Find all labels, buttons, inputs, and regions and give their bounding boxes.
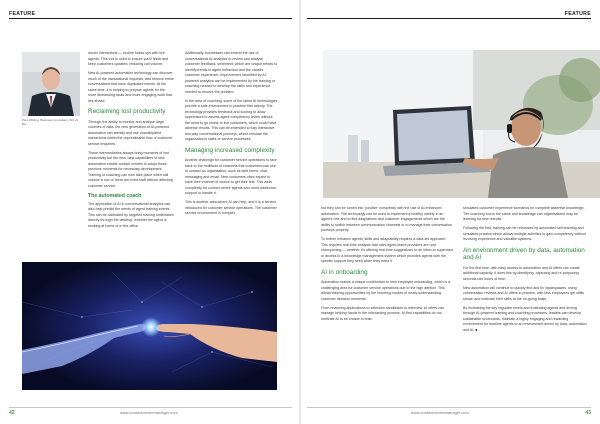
header-rule-left bbox=[9, 18, 292, 19]
portrait-caption: Paul Wilding, Business Consultant, Wiz-AI Bio bbox=[22, 118, 79, 126]
subheading-ai-onboarding: AI in onboarding bbox=[321, 268, 368, 276]
paragraph: These intermediaries always bring moments of lost productivity but the new, best capabilities of new automation enable contact centres to adopt those previous moments for necessary development. Training or coaching can now take place when call volume is low or there are extra staff without affecting customer service. bbox=[88, 150, 173, 188]
section-header-left: FEATURE bbox=[9, 11, 36, 17]
paragraph: For the first time, with easy access to automation and AI offers can create additional capacity. It does this by identifying, capturing and re-purposing seconds into hours of time. bbox=[463, 265, 580, 281]
page-number-right: 43 bbox=[585, 410, 591, 416]
text-column-1 bbox=[88, 51, 174, 233]
footer-url-right: www.contactcentremanager.com bbox=[411, 410, 469, 415]
paragraph: From reviewing applications to selection candidates to interview, AI offers can manage helping hands in the onboarding process. AI-first capabilities do not motivate AI to be chosen to train bbox=[321, 305, 444, 321]
paragraph: Following the first, training can be refocused by automated self-learning and simulated practice which allows multiple activities to gain competency without involving experience and valuable systems. bbox=[463, 226, 586, 241]
paragraph: New AI-powered automation technology can discover much of the transactional requests, and remove entire conversations that have duplicated intents. At the same time, it is helping to prepare agents for the more demanding tasks and more engaging work that lies ahead. bbox=[88, 71, 174, 103]
paragraph: Another challenge for customer service operations to face back to the multitude of channels that customers can use to contact an organisation, such as web forms, chat, messaging and email. New customers often expect to have their channel of choice to get their first. This adds complexity for contact centre agents who need additional support to handle it. bbox=[185, 158, 277, 195]
paragraph: In the area of coaching, some of the latest AI technologies provide a safe environment to practise first activity. The technology provides feedback and scoring to allow supervisors to assess agent competency levels without the need to go online or live customers, which could have adverse results. This can be extended to fully interactive two-way conversational journeys, which emulate the organisation's sales or service processes. bbox=[185, 98, 278, 141]
paragraph: The application of AI in conversational analytics can also help predict the needs of agent training events. This can be calibrated by targeted training undertaken directly through the desktop, whether the agent is working at home or in the office. bbox=[88, 201, 174, 228]
subheading-increased-complexity: Managing increased complexity bbox=[185, 146, 275, 154]
paragraph: doctor interactions — routine follow ups with live agents. This tool is used to ensure you'll finish and keep customers updated, reducing call volume. bbox=[88, 51, 169, 66]
paragraph: Through the ability to monitor and analyse large volumes of data, the new generation of AI-powered automation can identify and use unanticipated interactions within the unpredictable flow of customer service enquiries. bbox=[88, 119, 173, 146]
paragraph: simulated customer experience scenarios for complete assertive knowledge. The coaching tool is the same and knowledge can organisations may be learning for new recruits. bbox=[463, 206, 585, 221]
text-column-3 bbox=[321, 206, 454, 326]
footer-url-left: www.contactcentremanager.com bbox=[120, 410, 178, 415]
business-portrait bbox=[22, 52, 80, 116]
ai-hands-image bbox=[22, 262, 277, 390]
portrait-photo bbox=[22, 52, 80, 116]
paragraph: By increasing the key regulator levels and frustrating agents and driving through AI-powered training and coaching processes, leaders can develop sustainable scorecards, maintain a highly engaging and rewarding environment for frontline agents to an environment driven by data, automation and AI. ■ bbox=[463, 305, 587, 332]
subheading-data-automation-ai: An environment driven by data, automation and AI bbox=[463, 246, 585, 261]
section-header-right: FEATURE bbox=[564, 11, 591, 17]
subheading-automated-coach: The automated coach bbox=[88, 192, 142, 199]
paragraph: Automation makes a unique contribution to new employee onboarding, which is a challenging area for customer service operations due to the high attrition. This allows training opportunities by the recurring modes of newly understanding customer decision moments. bbox=[321, 280, 451, 301]
footer-rule-left bbox=[9, 407, 292, 408]
paragraph: Additionally, businesses can extend the use of conversational AI analytics to review and analyse customer feedback, sentiment, which are unique trends to identify trends in agent behaviour and the causes customer experience. Improvement identified by AI-powered analytics can be implemented by the training or coaching needed to develop the skills and experience needed to resolve the problem. bbox=[185, 51, 278, 94]
paragraph: To further enhance agents' skills and adaptability requires a data-led approach. This requires real-time analysis that uses agent-learnt providers are now championing — whether it's offering real-time suggestions to an inbox or supervisor or access to a knowledge management system which provides agents with the specific support they need when they need it. bbox=[321, 237, 454, 263]
text-column-2 bbox=[185, 51, 278, 220]
right-page bbox=[301, 0, 600, 424]
text-column-4 bbox=[463, 206, 589, 337]
agent-photo bbox=[323, 50, 600, 198]
paragraph: This is another area where AI can help, and it is a service introduced for customer service operations. The customer service environment is complex bbox=[185, 200, 277, 215]
paragraph: but they can be turned into 'positive' complexity with the use of AI-enhanced automation. The technology can be used to implement a healthy variety in an agent's role and to find adaptations and customer engagements which are the ability to switch between communication channels or to manage their conversation journeys properly. bbox=[321, 206, 452, 232]
subheading-lost-productivity: Reclaiming lost productivity bbox=[88, 108, 166, 115]
footer-rule-right bbox=[307, 407, 591, 408]
headset-agent-at-laptop-image bbox=[323, 50, 600, 198]
left-page bbox=[0, 0, 299, 424]
paragraph: New automation will continue to quickly find and fix inadequacies, using conversation reviews and AI offers in practice, with less employees get skills shown and motivate their skills at the on-going basis. bbox=[463, 285, 584, 301]
header-rule-right bbox=[307, 18, 591, 19]
page-number-left: 42 bbox=[9, 410, 15, 416]
robot-hand-human-hand-image bbox=[22, 262, 277, 390]
